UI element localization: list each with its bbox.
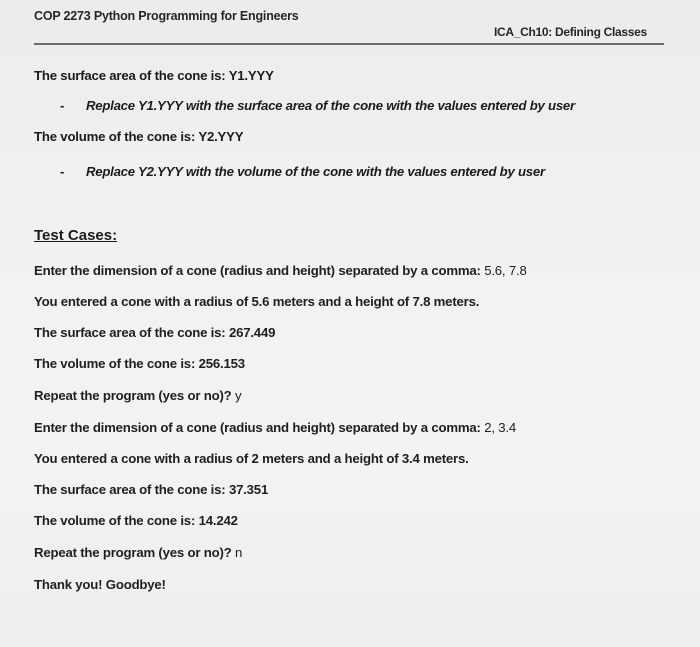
test-case-line bbox=[34, 482, 268, 497]
output-text: The volume of the cone is: 256.153 bbox=[34, 356, 245, 371]
output-text: You entered a cone with a radius of 2 meters and a height of 3.4 meters. bbox=[34, 451, 469, 466]
bullet-marker: - bbox=[60, 164, 65, 179]
output-text: Enter the dimension of a cone (radius and height) separated by a comma: bbox=[34, 420, 485, 435]
output-text: The surface area of the cone is: 37.351 bbox=[34, 482, 269, 497]
test-case-line bbox=[34, 420, 516, 435]
header-divider bbox=[34, 43, 664, 45]
volume-spec: The volume of the cone is: Y2.YYY bbox=[34, 129, 244, 144]
course-title: COP 2273 Python Programming for Engineers bbox=[34, 9, 299, 23]
test-case-line bbox=[34, 577, 166, 592]
output-text: The volume of the cone is: 14.242 bbox=[34, 513, 238, 528]
user-input-value: 2, 3.4 bbox=[484, 420, 516, 435]
output-text: Thank you! Goodbye! bbox=[34, 577, 166, 592]
volume-instruction: Replace Y2.YYY with the volume of the cone with the values entered by user bbox=[86, 164, 545, 179]
test-case-line bbox=[34, 513, 238, 528]
output-text: You entered a cone with a radius of 5.6 meters and a height of 7.8 meters. bbox=[34, 294, 480, 309]
test-case-line bbox=[34, 451, 469, 466]
output-text: The surface area of the cone is: 267.449 bbox=[34, 325, 276, 340]
test-case-line bbox=[34, 294, 479, 309]
output-text: Repeat the program (yes or no)? bbox=[34, 545, 235, 560]
test-case-line bbox=[34, 356, 245, 371]
user-input-value: y bbox=[234, 388, 242, 403]
test-case-line bbox=[34, 545, 242, 560]
bullet-marker: - bbox=[60, 98, 65, 113]
surface-area-instruction: Replace Y1.YYY with the surface area of the cone with the values entered by user bbox=[86, 98, 575, 113]
output-text: Enter the dimension of a cone (radius and height) separated by a comma: bbox=[34, 263, 485, 278]
test-case-line bbox=[34, 263, 527, 278]
user-input-value: n bbox=[234, 545, 243, 560]
surface-area-spec: The surface area of the cone is: Y1.YYY bbox=[34, 68, 274, 83]
output-text: Repeat the program (yes or no)? bbox=[34, 388, 235, 403]
assignment-title: ICA_Ch10: Defining Classes bbox=[494, 25, 647, 39]
test-cases-heading: Test Cases: bbox=[34, 227, 118, 244]
test-case-line bbox=[34, 388, 241, 403]
test-case-line bbox=[34, 325, 275, 340]
user-input-value: 5.6, 7.8 bbox=[484, 263, 527, 278]
